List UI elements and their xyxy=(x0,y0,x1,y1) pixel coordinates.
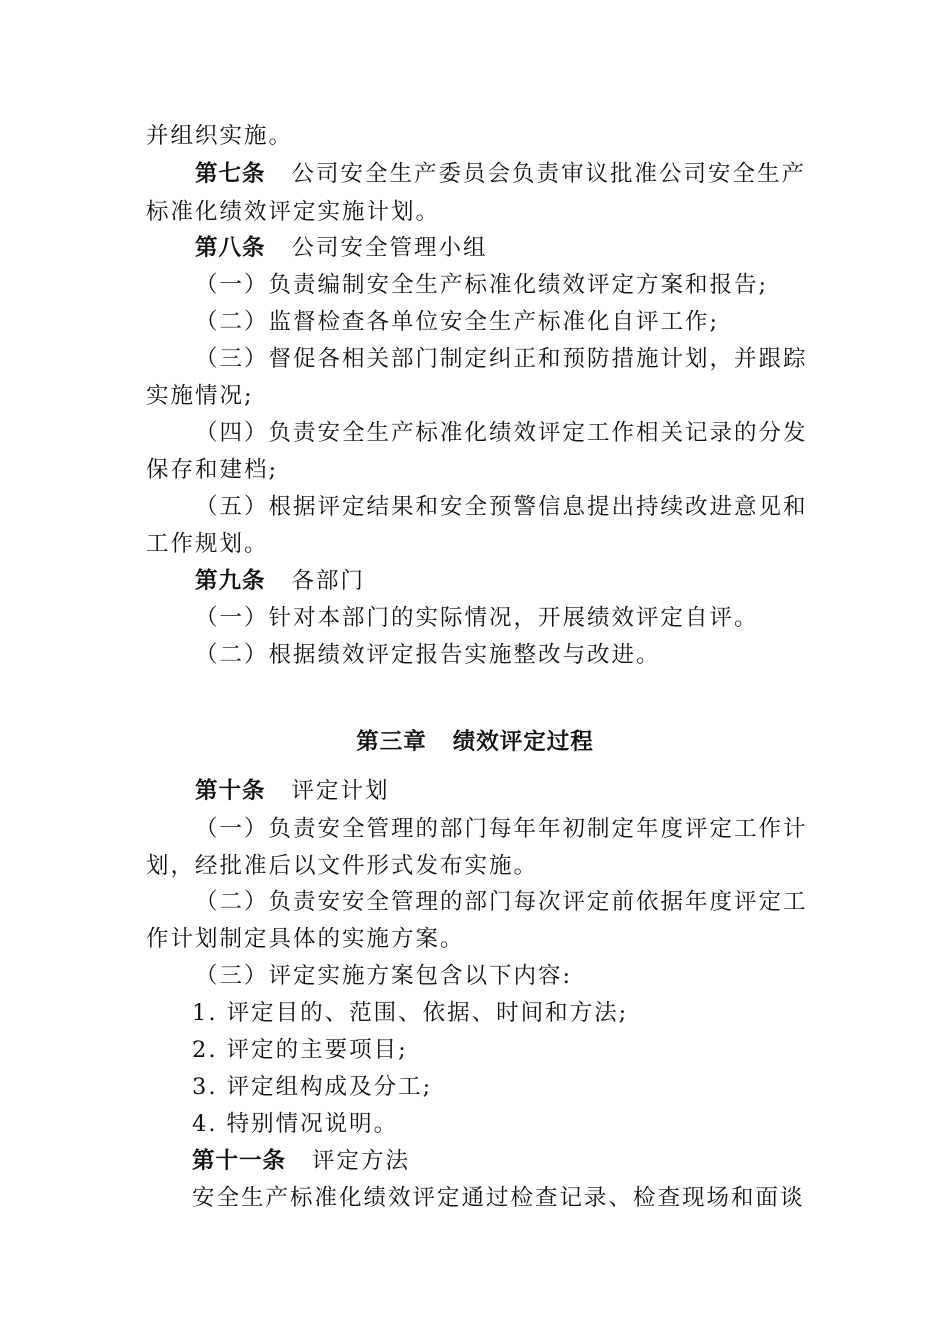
article-text: 各部门 xyxy=(291,568,366,594)
paragraph-line: 安全生产标准化绩效评定通过检查记录、检查现场和面谈 xyxy=(192,1185,805,1211)
list-item: （四）负责安全生产标准化绩效评定工作相关记录的分发 xyxy=(195,420,808,446)
list-item: （二）根据绩效评定报告实施整改与改进。 xyxy=(195,642,661,668)
article-9-line xyxy=(195,566,365,596)
paragraph-line: 并组织实施。 xyxy=(146,123,294,149)
list-item: （一）负责安全管理的部门每年年初制定年度评定工作计 xyxy=(195,816,808,842)
list-item: （一）负责编制安全生产标准化绩效评定方案和报告; xyxy=(195,272,769,298)
list-item: （五）根据评定结果和安全预警信息提出持续改进意见和 xyxy=(195,494,808,520)
chapter-number: 第三章 xyxy=(356,729,427,755)
numbered-item: 2. 评定的主要项目; xyxy=(192,1037,408,1063)
article-text: 评定方法 xyxy=(312,1148,411,1174)
article-heading: 第十一条 xyxy=(192,1148,287,1174)
article-text: 评定计划 xyxy=(291,778,390,804)
chapter-heading xyxy=(0,727,950,757)
paragraph-line: 工作规划。 xyxy=(146,531,269,557)
article-text: 公司安全管理小组 xyxy=(291,235,488,261)
numbered-item: 3. 评定组构成及分工; xyxy=(192,1074,433,1100)
paragraph-line: 作计划制定具体的实施方案。 xyxy=(146,926,465,952)
article-7-line xyxy=(195,159,806,189)
article-11-line xyxy=(192,1146,410,1176)
numbered-item: 1. 评定目的、范围、依据、时间和方法; xyxy=(192,1000,629,1026)
list-item: （一）针对本部门的实际情况，开展绩效评定自评。 xyxy=(195,605,759,631)
paragraph-line: 划，经批准后以文件形式发布实施。 xyxy=(146,853,539,879)
paragraph-line: 保存和建档; xyxy=(146,457,279,483)
article-heading: 第九条 xyxy=(195,568,266,594)
list-item: （三）督促各相关部门制定纠正和预防措施计划，并跟踪 xyxy=(195,346,808,372)
list-item: （三）评定实施方案包含以下内容: xyxy=(195,963,573,989)
article-heading: 第七条 xyxy=(195,161,266,187)
chapter-title: 绩效评定过程 xyxy=(452,729,594,755)
article-text: 公司安全生产委员会负责审议批准公司安全生产 xyxy=(291,161,807,187)
paragraph-line: 实施情况; xyxy=(146,383,254,409)
article-10-line xyxy=(195,776,390,806)
list-item: （二）监督检查各单位安全生产标准化自评工作; xyxy=(195,309,720,335)
article-8-line xyxy=(195,233,488,263)
list-item: （二）负责安安全管理的部门每次评定前依据年度评定工 xyxy=(195,889,808,915)
article-heading: 第十条 xyxy=(195,778,266,804)
article-heading: 第八条 xyxy=(195,235,266,261)
numbered-item: 4. 特别情况说明。 xyxy=(192,1111,399,1137)
paragraph-line: 标准化绩效评定实施计划。 xyxy=(146,199,441,225)
